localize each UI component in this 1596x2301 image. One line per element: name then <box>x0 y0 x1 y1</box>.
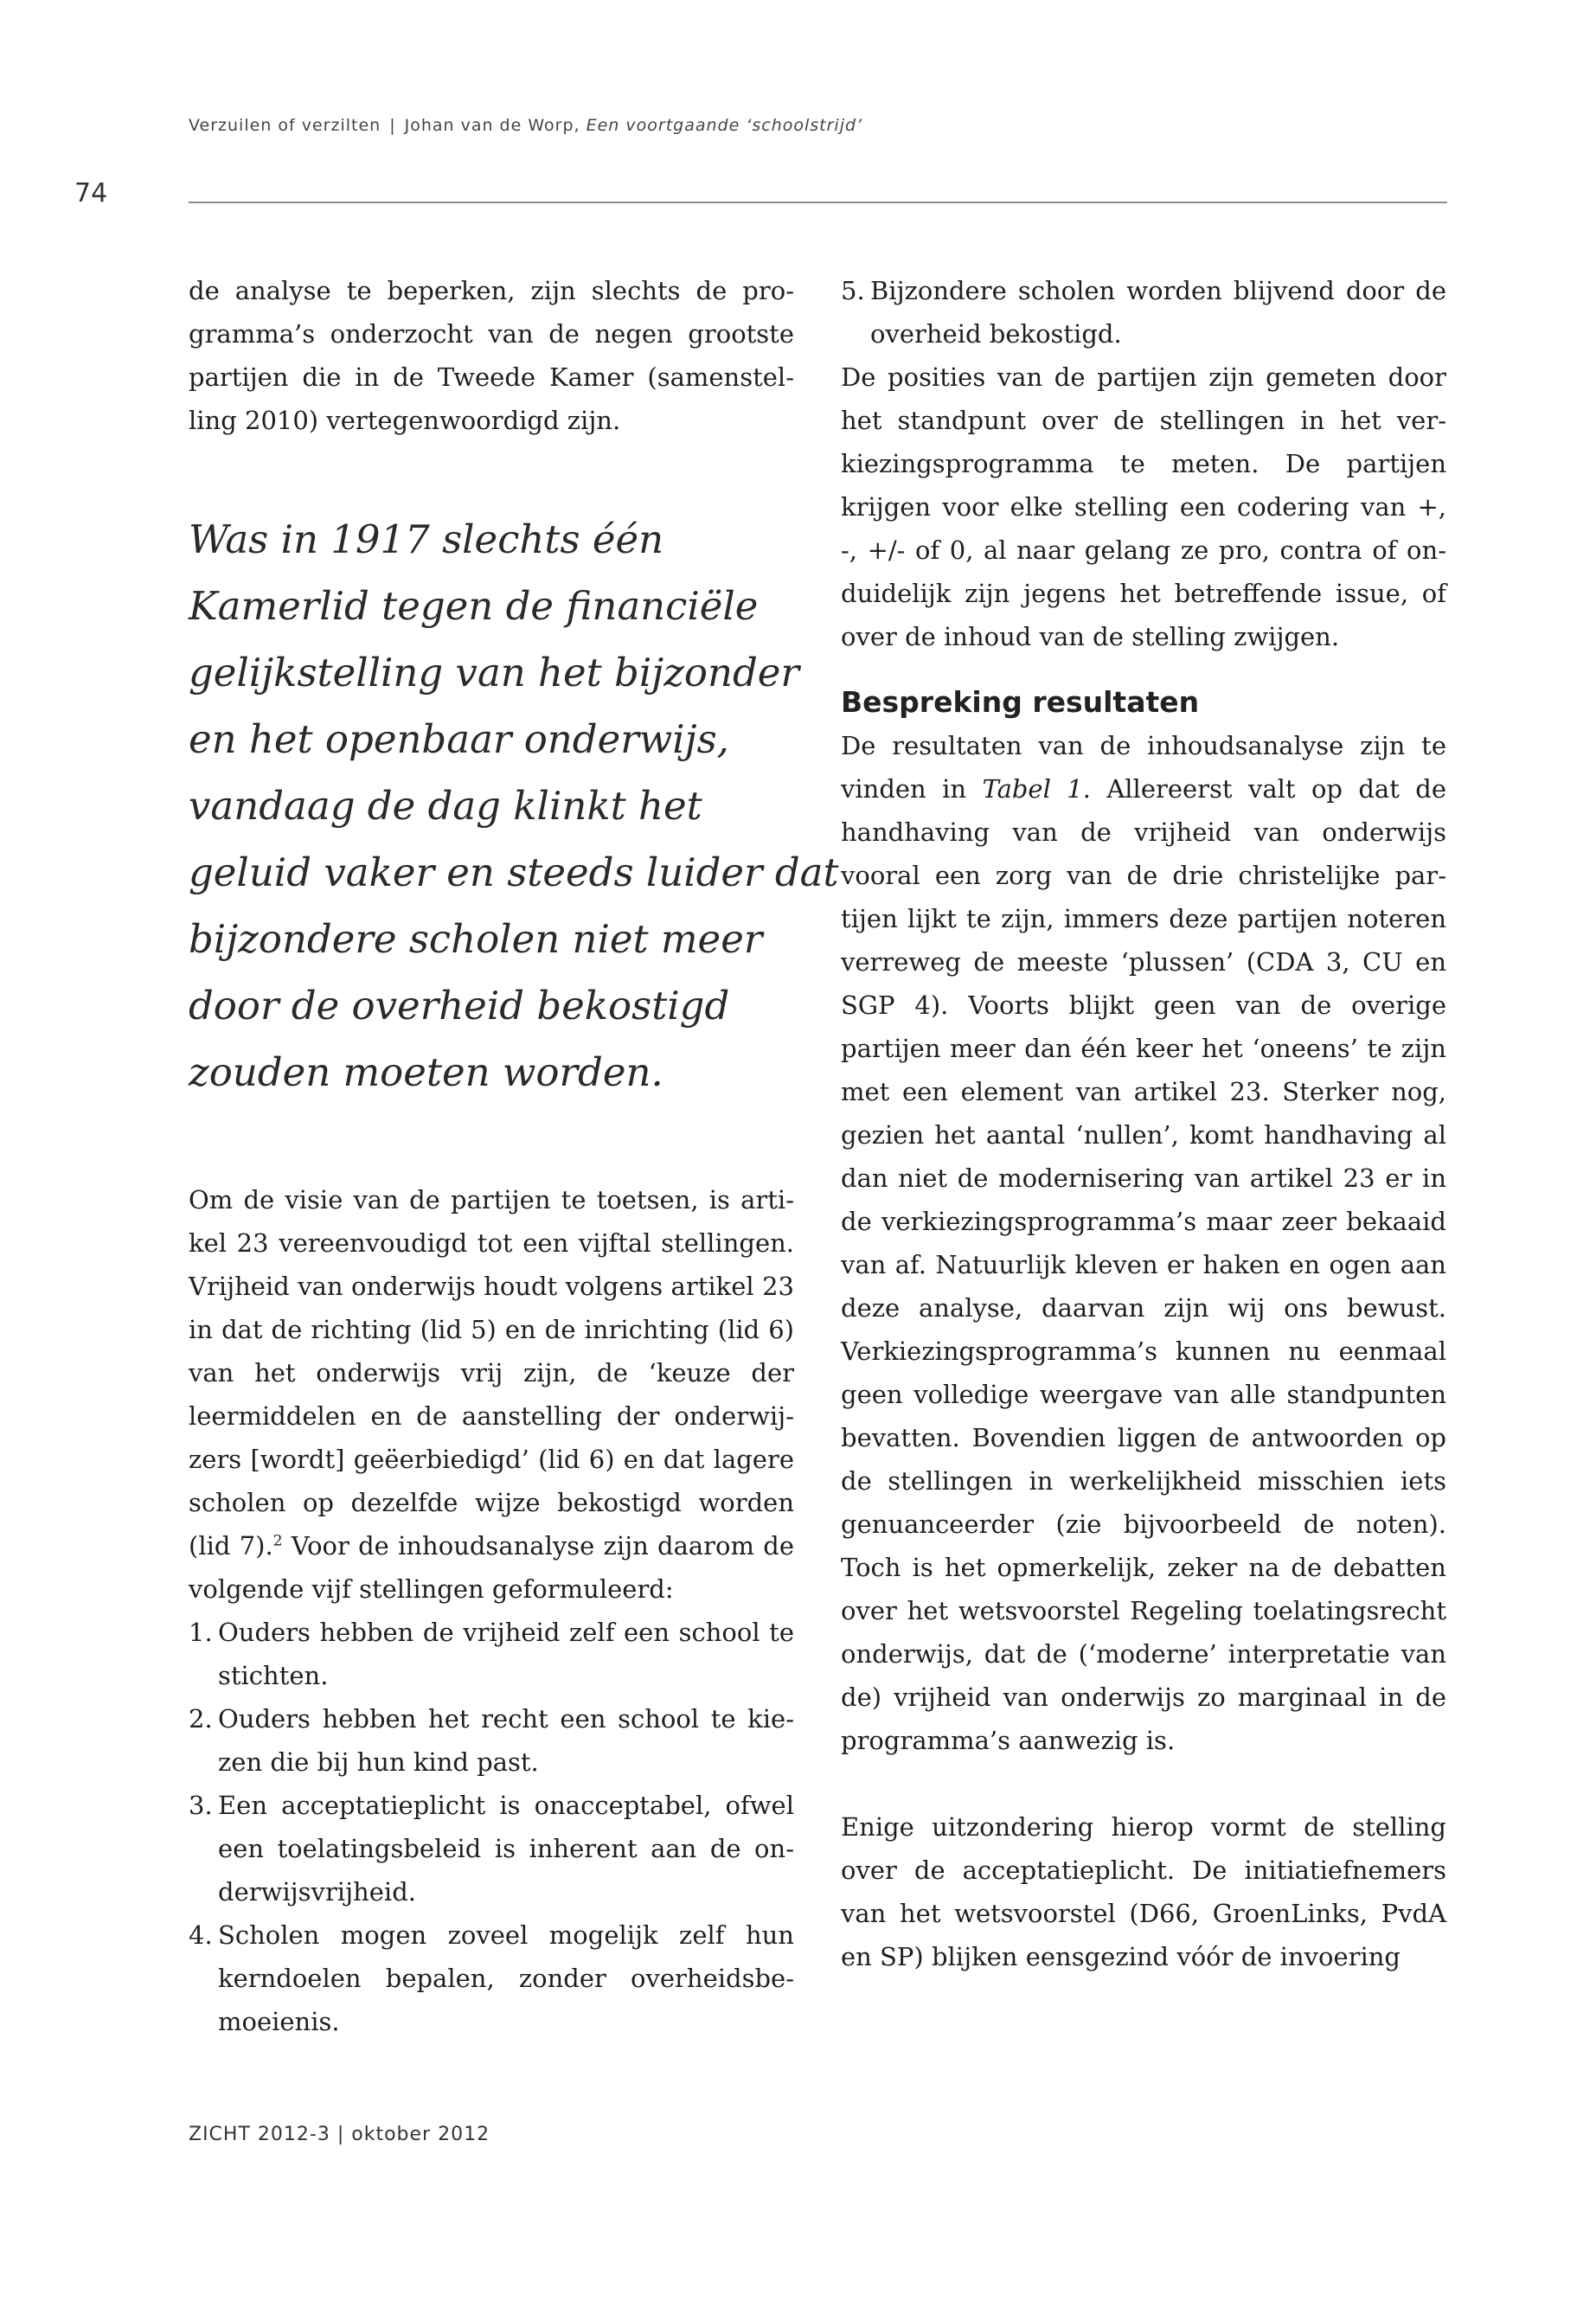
list-item-text: Ouders hebben het recht een school te kiezen die bij hun kind past. <box>218 1704 794 1777</box>
list-item-text: Ouders hebben de vrijheid zelf een school te stichten. <box>218 1618 794 1690</box>
list-item-number: 4. <box>189 1920 213 1950</box>
pull-quote-line: geluid vaker en steeds luider dat <box>189 849 839 895</box>
spacer <box>189 1106 794 1178</box>
footer-journal: ZICHT 2012-3 <box>189 2124 330 2145</box>
list-item-number: 3. <box>189 1791 213 1820</box>
list-item-number: 5. <box>841 276 865 305</box>
spacer <box>189 442 794 501</box>
list-item <box>189 1697 794 1784</box>
pull-quote-line: bijzondere scholen niet meer <box>189 916 763 962</box>
left-column <box>189 269 839 2043</box>
running-head <box>189 116 1452 135</box>
footnote-marker: 2 <box>272 1532 283 1550</box>
list-item-text: Bijzondere scholen worden blijvend door de overheid bekostigd. <box>870 276 1446 349</box>
pull-quote-line: en het openbaar onderwijs, <box>189 716 729 762</box>
list-item-text: Scholen mogen zoveel mogelijk zelf hun kerndoelen bepalen, zonder overheidsbemoeienis. <box>218 1920 794 2036</box>
pull-quote <box>189 501 839 1106</box>
author-name: Johan van de Worp, <box>404 116 580 135</box>
results-text-intro: De resultaten van de inhoudsanalyse zijn te vinden in <box>841 731 1446 804</box>
header-rule <box>189 202 1447 203</box>
method-paragraph <box>189 1178 794 1611</box>
statements-list <box>189 1611 794 2043</box>
list-item-number: 1. <box>189 1618 213 1647</box>
pull-quote-line: Was in 1917 slechts één <box>189 516 664 562</box>
pull-quote-line: zouden moeten worden. <box>189 1049 663 1095</box>
results-paragraph <box>841 724 1446 1762</box>
page-footer <box>189 2124 490 2145</box>
section-heading: Bespreking resultaten <box>841 685 1200 719</box>
spacer <box>841 658 1446 681</box>
pull-quote-line: gelijkstelling van het bijzonder <box>189 650 799 695</box>
exception-paragraph: Enige uitzondering hierop vormt de stelling over de acceptatieplicht. De initiatiefnemers van het wetsvoorstel (D66, GroenLinks, PvdA en SP) blijken eensgezind vóór de invoering <box>841 1812 1446 1971</box>
footer-date: oktober 2012 <box>351 2124 490 2145</box>
intro-paragraph: de analyse te beperken, zijn slechts de programma’s onderzocht van de negen grootste partijen die in de Tweede Kamer (samenstelling 2010) vertegenwoordigd zijn. <box>189 276 794 435</box>
pull-quote-line: door de overheid bekostigd <box>189 983 730 1029</box>
results-text-body: . Allereerst valt op dat de handhaving van de vrijheid van onderwijs vooral een zorg van de drie christelijke partijen lijkt te zijn, immers deze partijen noteren verreweg de meeste ‘plussen’ (CDA 3, CU en SGP 4). Voorts blijkt geen van de overige partijen meer dan één keer het ‘oneens’ te zijn met een element van artikel 23. Sterker nog, gezien het aantal ‘nullen’, komt handhaving al dan niet de modernisering van artikel 23 er in de verkiezingsprogramma’s maar zeer bekaaid van af. Natuurlijk kleven er haken en ogen aan deze analyse, daarvan zijn wij ons bewust. Verkiezingsprogramma’s kunnen nu eenmaal geen volledige weergave van alle standpunten bevatten. Bovendien liggen de antwoorden op de stellingen in werkelijkheid misschien iets genuanceerder (zie bijvoorbeeld de noten). Toch is het opmerkelijk, zeker na de debatten over het wetsvoorstel Regeling toelatingsrecht onderwijs, dat de (‘moderne’ interpretatie van de) vrijheid van onderwijs zo marginaal in de programma’s aanwezig is. <box>841 774 1446 1755</box>
method-text-part2: Voor de inhoudsanalyse zijn daarom de volgende vijf stellingen geformuleerd: <box>189 1531 794 1604</box>
list-item <box>189 1784 794 1913</box>
list-item-number: 2. <box>189 1704 213 1734</box>
spacer <box>841 1762 1446 1805</box>
list-item <box>189 1913 794 2043</box>
journal-section-title: Verzuilen of verzilten <box>189 116 381 135</box>
pull-quote-line: vandaag de dag klinkt het <box>189 783 702 829</box>
article-title: Een voortgaande ‘schoolstrijd’ <box>586 116 863 135</box>
right-column <box>841 269 1446 1978</box>
pull-quote-line: Kamerlid tegen de financiële <box>189 583 759 629</box>
page-number: 74 <box>74 178 108 208</box>
table-reference: Tabel 1 <box>982 774 1083 804</box>
method-text-part1: Om de visie van de partijen te toetsen, is artikel 23 vereenvoudigd tot een vijftal stellingen. Vrijheid van onderwijs houdt volgens artikel 23 in dat de richting (lid 5) en de inrichting (lid 6) van het onderwijs vrij zijn, de ‘keuze der leermiddelen en de aanstelling der onderwijzers [wordt] geëerbiedigd’ (lid 6) en dat lagere scholen op dezelfde wijze bekostigd worden (lid 7). <box>189 1185 794 1561</box>
list-item <box>189 1611 794 1697</box>
list-item <box>841 269 1446 356</box>
footer-separator: | <box>337 2124 345 2145</box>
running-head-separator: | <box>389 116 396 135</box>
positions-paragraph: De posities van de partijen zijn gemeten door het standpunt over de stellingen in het verkiezingsprogramma te meten. De partijen krijgen voor elke stelling een codering van +, -, +/- of 0, al naar gelang ze pro, contra of onduidelijk zijn jegens het betreffende issue, of over de inhoud van de stelling zwijgen. <box>841 362 1446 651</box>
list-item-text: Een acceptatieplicht is onacceptabel, ofwel een toelatingsbeleid is inherent aan de onderwijsvrijheid. <box>218 1791 794 1907</box>
statements-list-continued <box>841 269 1446 356</box>
